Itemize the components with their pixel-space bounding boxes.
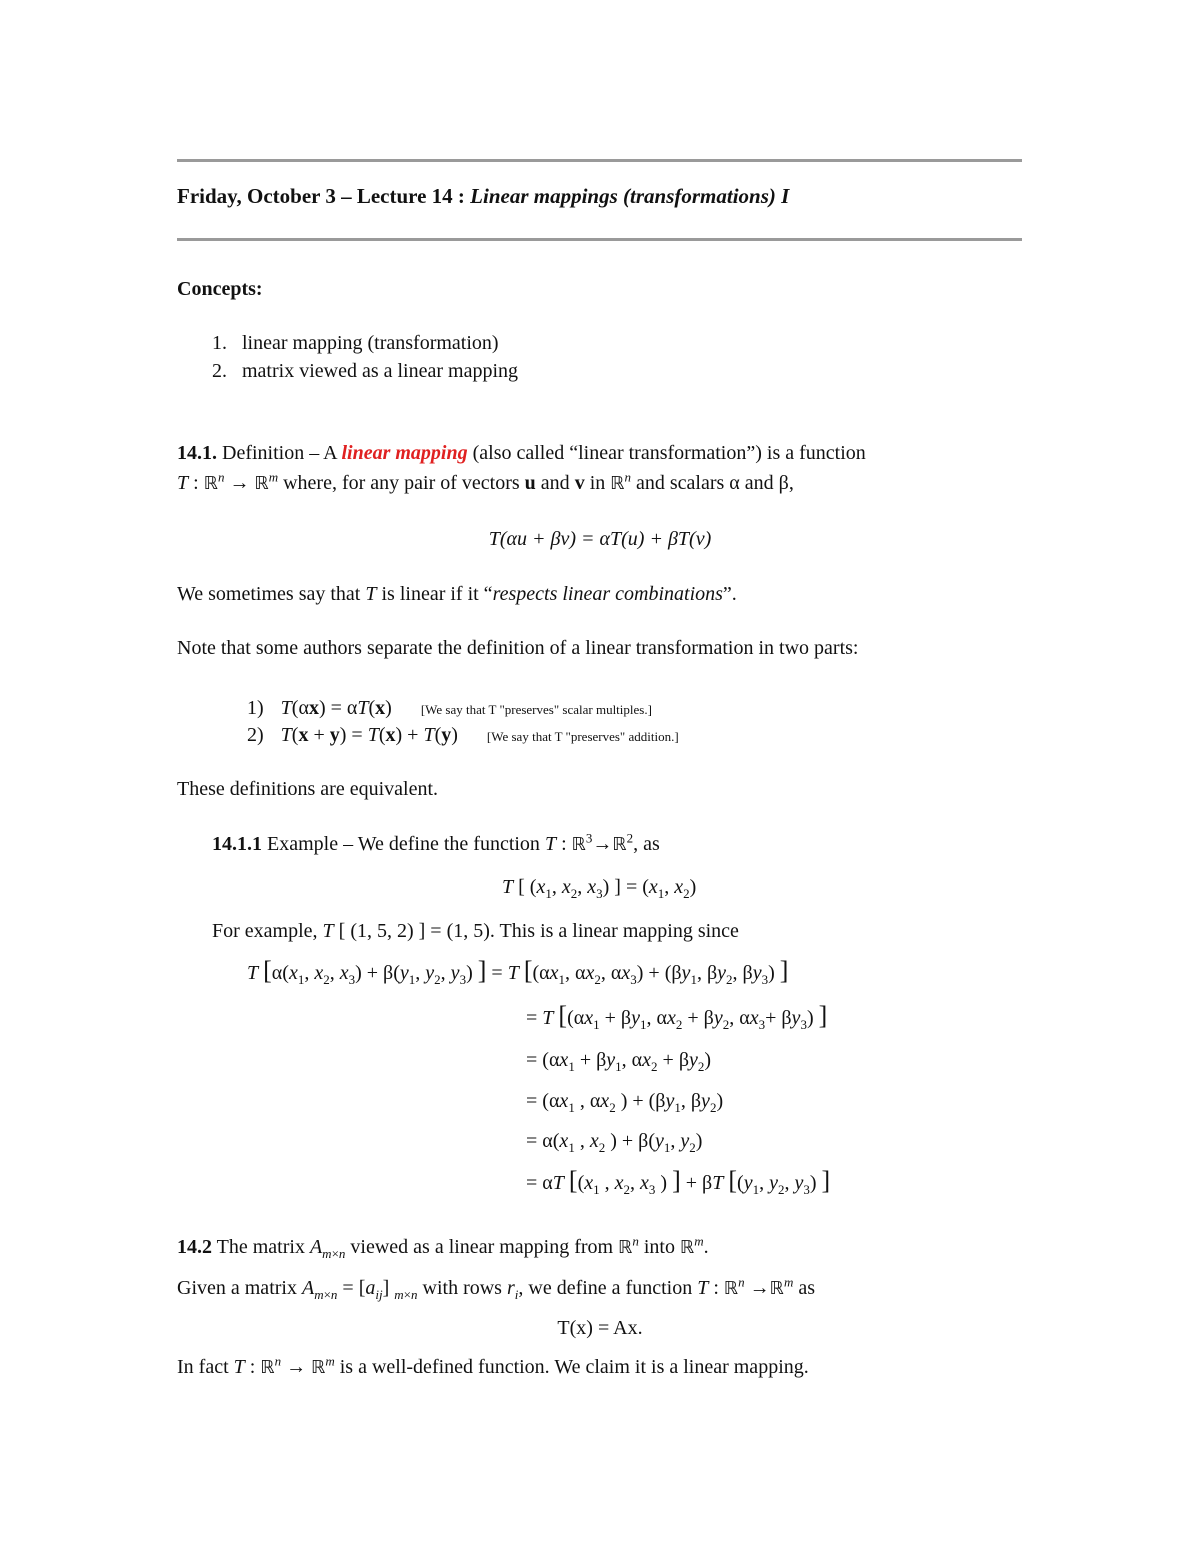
definition-rest: (also called “linear transformation”) is a function xyxy=(467,442,866,464)
top-rule xyxy=(177,159,1022,162)
fact-line: In fact T : ℝ$^n$ → ℝ$^m$ is a well-defined function. We claim it is a linear mapping. xyxy=(177,1353,809,1378)
matrix-formula: T(x) = Ax. xyxy=(557,1317,643,1339)
derivation-line-5: = $\alpha(x_1$ , $x_2$ ) + $\beta(y_1$, $y_2$) xyxy=(526,1130,703,1155)
example-intro: 14.1.1 Example – We define the function T : ℝ$^3$→ℝ$^2$, as xyxy=(212,830,660,855)
definition-formula: T(αu + βv) = αT(u) + βT(v) xyxy=(488,528,712,550)
given-matrix-line: Given a matrix $A_{m\times n} = [a_{ij}]$ $_{m\times n}$ with rows $r_i$, we define a function T : ℝ$^n$ →ℝ$^m$ as xyxy=(177,1274,815,1302)
part-note: [We say that T "preserves" addition.] xyxy=(486,729,679,744)
respects-line: We sometimes say that T is linear if it “respects linear combinations”. xyxy=(177,583,737,605)
concepts-heading: Concepts: xyxy=(177,278,263,300)
example-definition: T [ ($x_1$, $x_2$, $x_3$) ] = ($x_1$, $x_2$) xyxy=(502,876,697,901)
concept-number: 2. xyxy=(212,360,227,382)
definition-where: where, for any pair of vectors xyxy=(278,472,525,494)
definition-part-1: 1) T(αx) = αT(x) [We say that T "preserves" scalar multiples.] xyxy=(247,697,652,719)
note-line: Note that some authors separate the definition of a linear transformation in two parts: xyxy=(177,637,859,659)
definition-line-1 xyxy=(177,442,866,465)
definition-term: linear mapping xyxy=(341,442,468,464)
section-number: 14.2 xyxy=(177,1236,212,1258)
definition-part-2: 2) T(x + y) = T(x) + T(y) [We say that T "preserves" addition.] xyxy=(247,724,679,746)
respects-phrase: respects linear combinations xyxy=(492,583,723,605)
derivation-line-3: = ($\alpha x_1 + \beta y_1$, $\alpha x_2 + \beta y_2$) xyxy=(526,1049,712,1074)
definition-scalars: and scalars α and β, xyxy=(631,472,794,494)
concept-number: 1. xyxy=(212,332,227,354)
part-note: [We say that T "preserves" scalar multiples.] xyxy=(420,702,652,717)
example-number: 14.1.1 xyxy=(212,833,262,855)
title-prefix: Friday, October 3 – Lecture 14 : xyxy=(177,184,471,208)
part-number: 1) xyxy=(247,697,264,719)
part-number: 2) xyxy=(247,724,264,746)
concept-text: linear mapping (transformation) xyxy=(242,332,499,354)
for-example-line: For example, T [ (1, 5, 2) ] = (1, 5). This is a linear mapping since xyxy=(212,920,739,942)
derivation-line-6: = αT [($x_1$ , $x_2$, $x_3$ ) ] + βT [($y_1$, $y_2$, $y_3$) ] xyxy=(526,1166,831,1197)
definition-lead: Definition – A xyxy=(217,442,342,464)
concept-text: matrix viewed as a linear mapping xyxy=(242,360,519,382)
concept-item-1 xyxy=(212,332,499,355)
page-title xyxy=(177,184,789,209)
title-topic: Linear mappings (transformations) I xyxy=(470,184,790,208)
equivalent-line: These definitions are equivalent. xyxy=(177,778,439,800)
definition-line-2: T : ℝ$^n$ → ℝ$^m$ where, for any pair of vectors u and v in ℝ$^n$ and scalars α and β, xyxy=(177,469,794,494)
bottom-rule xyxy=(177,238,1022,241)
definition-number: 14.1. xyxy=(177,442,217,464)
matrix-section-title: 14.2 The matrix $A_{m\times n}$ viewed as a linear mapping from ℝ$^n$ into ℝ$^m$. xyxy=(177,1233,709,1261)
derivation-line-1: T [$\alpha(x_1$, $x_2$, $x_3) + \beta(y_1$, $y_2$, $y_3$) ] = T [($\alpha x_1$, $\alpha x_2$, $\alpha x_3) + (\beta y_1$, $\beta y_2$, $\beta y_3$) ] xyxy=(247,956,789,987)
derivation-line-4: = ($\alpha x_1$ , $\alpha x_2$ ) + ($\beta y_1$, $\beta y_2$) xyxy=(526,1090,724,1115)
derivation-line-2: = T [($\alpha x_1 + \beta y_1$, $\alpha x_2 + \beta y_2$, $\alpha x_3+ \beta y_3$) ] xyxy=(526,1001,828,1032)
concept-item-2 xyxy=(212,360,518,383)
